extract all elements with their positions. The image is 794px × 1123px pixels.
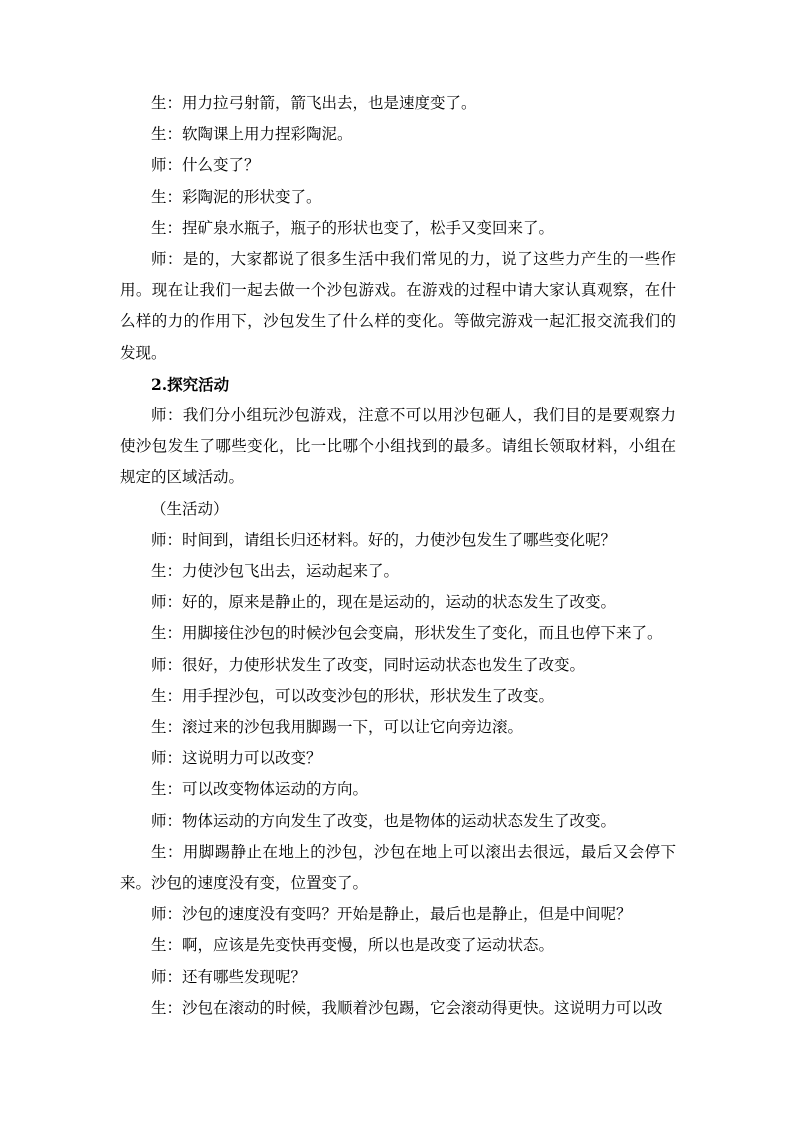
dialogue-line: 生：啊，应该是先变快再变慢，所以也是改变了运动状态。 [151, 936, 555, 955]
dialogue-line: 生：用力拉弓射箭，箭飞出去，也是速度变了。 [151, 94, 477, 112]
stage-direction: （生活动） [151, 499, 229, 518]
dialogue-line: 生：用手捏沙包，可以改变沙包的形状，形状发生了改变。 [151, 686, 555, 705]
dialogue-line: 师：时间到，请组长归还材料。好的，力使沙包发生了哪些变化呢？ [151, 530, 617, 549]
section-heading: 2.探究活动 [151, 374, 230, 394]
dialogue-line: 师：很好，力使形状发生了改变，同时运动状态也发生了改变。 [151, 655, 586, 674]
dialogue-line: 生：力使沙包飞出去，运动起来了。 [151, 562, 400, 581]
dialogue-line: 师：是的，大家都说了很多生活中我们常见的力，说了这些力产生的一些作用。现在让我们一起去做一个沙包游戏。在游戏的过程中请大家认真观察，在什么样的力的作用下，沙包发生了什么样的变化。等做完游戏一起汇报交流我们的发现。 [120, 250, 676, 362]
dialogue-line: 师：沙包的速度没有变吗？开始是静止，最后也是静止，但是中间呢？ [151, 905, 632, 924]
dialogue-line: 师：这说明力可以改变？ [151, 749, 322, 768]
dialogue-line: 师：物体运动的方向发生了改变，也是物体的运动状态发生了改变。 [151, 811, 617, 830]
document-body [120, 88, 676, 1024]
dialogue-line: 生：滚过来的沙包我用脚踢一下，可以让它向旁边滚。 [151, 718, 524, 737]
dialogue-line: 生：沙包在滚动的时候，我顺着沙包踢，它会滚动得更快。这说明力可以改 [151, 998, 663, 1017]
dialogue-line: 师：好的，原来是静止的，现在是运动的，运动的状态发生了改变。 [151, 593, 617, 612]
dialogue-line: 师：我们分小组玩沙包游戏，注意不可以用沙包砸人，我们目的是要观察力使沙包发生了哪些变化，比一比哪个小组找到的最多。请组长领取材料，小组在规定的区域活动。 [120, 406, 676, 487]
dialogue-line: 生：捏矿泉水瓶子，瓶子的形状也变了，松手又变回来了。 [151, 218, 555, 237]
dialogue-line: 生：用脚踢静止在地上的沙包，沙包在地上可以滚出去很远，最后又会停下来。沙包的速度没有变，位置变了。 [120, 842, 676, 893]
dialogue-line: 生：彩陶泥的形状变了。 [151, 187, 322, 206]
dialogue-line: 师：什么变了？ [151, 156, 260, 175]
dialogue-line: 生：可以改变物体运动的方向。 [151, 780, 369, 799]
dialogue-line: 师：还有哪些发现呢？ [151, 967, 307, 986]
dialogue-line: 生：软陶课上用力捏彩陶泥。 [151, 125, 353, 144]
dialogue-line: 生：用脚接住沙包的时候沙包会变扁，形状发生了变化，而且也停下来了。 [151, 624, 663, 643]
